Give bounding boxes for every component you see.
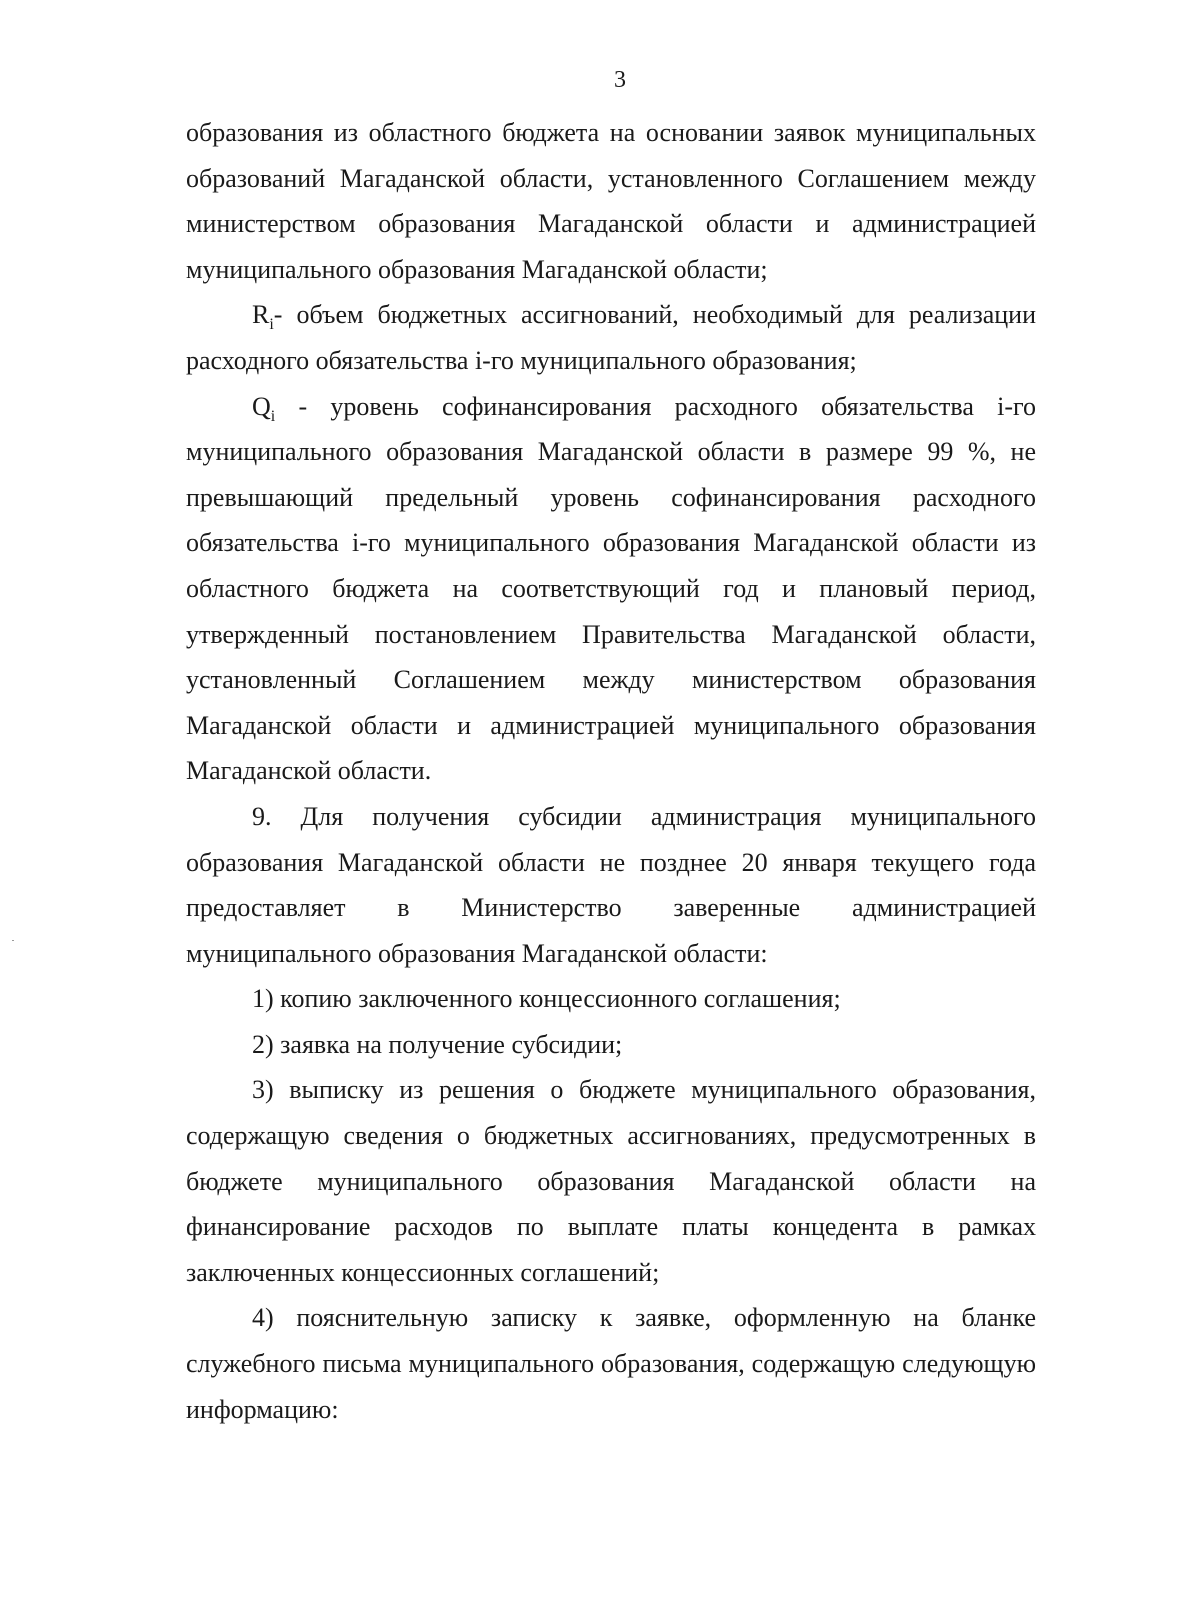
list-item-4: 4) пояснительную записку к заявке, оформленную на бланке служебного письма муниципального образования, содержащую следующую информацию: — [186, 1303, 1036, 1424]
q-definition-text: - уровень софинансирования расходного обязательства i-го муниципального образования Магаданской области в размере 99 %, не превышающий предельный уровень софинансирования расходного обязательства i-го муниципального образования Магаданской области из областного бюджета на соответствующий год и плановый период, утвержденный постановлением Правительства Магаданской области, установленный Соглашением между министерством образования Магаданской области и администрацией муниципального образования Магаданской области. — [186, 391, 1036, 786]
r-definition-text: - объем бюджетных ассигнований, необходимый для реализации расходного обязательства i-го муниципального образования; — [186, 300, 1036, 375]
list-item-1: 1) копию заключенного концессионного соглашения; — [252, 984, 841, 1014]
q-symbol: Q — [252, 391, 271, 421]
r-subscript: i — [269, 316, 274, 334]
paragraph-9: 9. Для получения субсидии администрация муниципального образования Магаданской области не позднее 20 января текущего года предоставляет в Министерство заверенные администрацией муниципального образования Магаданской области: — [186, 801, 1036, 968]
paragraph-r-definition — [186, 292, 1036, 383]
scan-artifact — [12, 940, 14, 941]
list-item-3: 3) выписку из решения о бюджете муниципального образования, содержащую сведения о бюджетных ассигнованиях, предусмотренных в бюджете муниципального образования Магаданской области на финансирование расходов по выплате платы концедента в рамках заключенных концессионных соглашений; — [186, 1075, 1036, 1287]
paragraph-q-definition — [186, 384, 1036, 794]
page-number: 3 — [614, 67, 626, 93]
r-symbol: R — [252, 300, 270, 330]
q-subscript: i — [270, 407, 276, 425]
document-body — [186, 110, 1036, 1432]
list-item-2: 2) заявка на получение субсидии; — [252, 1029, 623, 1059]
paragraph-intro: образования из областного бюджета на основании заявок муниципальных образований Магаданской области, установленного Соглашением между министерством образования Магаданской области и администрацией муниципального образования Магаданской области; — [186, 118, 1036, 284]
